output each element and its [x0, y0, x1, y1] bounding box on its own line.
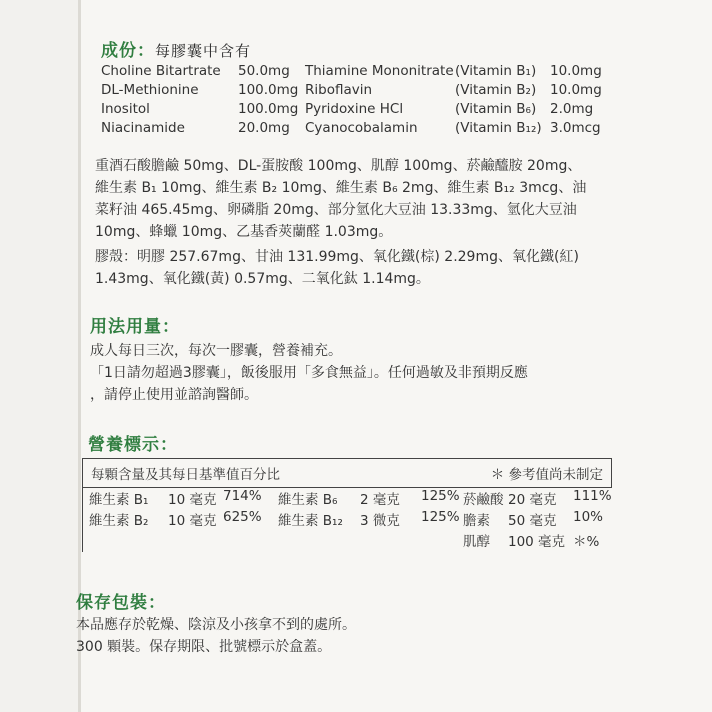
ingredient-amt2: 3.0mcg — [550, 120, 601, 136]
ingredient-vit: (Vitamin B₂) — [455, 82, 537, 98]
ingredient-amt2: 10.0mg — [550, 82, 602, 98]
usage-text — [90, 340, 528, 406]
nutrient-amount: 50 毫克 — [508, 513, 557, 529]
nutrient-name: 維生素 B₆ — [278, 492, 338, 508]
ingredient-amt1: 50.0mg — [238, 63, 290, 79]
ingredient-name2: Cyanocobalamin — [305, 120, 418, 136]
ingredient-line: 10mg、蜂蠟 10mg、乙基香莢蘭醛 1.03mg。 — [95, 224, 393, 240]
ingredient-amt2: 2.0mg — [550, 101, 594, 117]
ingredient-name1: Niacinamide — [101, 120, 185, 136]
usage-line: 「1日請勿超過3膠囊」，飯後服用「多食無益」。任何過敏及非預期反應 — [90, 365, 528, 381]
nutrient-name: 維生素 B₁ — [89, 492, 149, 508]
storage-line: 300 顆裝。保存期限、批號標示於盒蓋。 — [76, 639, 332, 655]
nutrition-header-right: ＊ 參考值尚未制定 — [490, 467, 603, 483]
nutrient-amount: 3 微克 — [360, 513, 400, 529]
ingredient-vit: (Vitamin B₁) — [455, 63, 537, 79]
ingredient-name1: Inositol — [101, 101, 150, 117]
ingredient-vit: (Vitamin B₁₂) — [455, 120, 542, 136]
ingredient-name1: DL-Methionine — [101, 82, 199, 98]
nutrient-name: 菸鹼酸 — [463, 492, 504, 508]
nutrient-pct: ＊% — [573, 534, 600, 550]
ingredient-amt1: 100.0mg — [238, 82, 299, 98]
capsule-line: 1.43mg、氧化鐵(黃) 0.57mg、二氧化鈦 1.14mg。 — [95, 271, 430, 287]
usage-line: ，請停止使用並諮詢醫師。 — [90, 387, 258, 403]
nutrient-amount: 2 毫克 — [360, 492, 400, 508]
nutrient-amount: 10 毫克 — [168, 513, 217, 529]
ingredient-name1: Choline Bitartrate — [101, 63, 221, 79]
storage-text — [76, 614, 356, 658]
ingredient-vit: (Vitamin B₆) — [455, 101, 537, 117]
ingredients-chinese — [95, 155, 586, 243]
storage-heading: 保存包裝： — [76, 593, 166, 613]
nutrition-heading: 營養標示： — [88, 435, 178, 455]
usage-line: 成人每日三次，每次一膠囊，營養補充。 — [90, 343, 342, 359]
ingredients-subheading: 每膠囊中含有 — [155, 42, 252, 60]
nutrient-pct: 625% — [223, 509, 262, 525]
nutrient-pct: 111% — [573, 488, 612, 504]
nutrient-pct: 125% — [421, 509, 460, 525]
ingredient-line: 維生素 B₁ 10mg、維生素 B₂ 10mg、維生素 B₆ 2mg、維生素 B₁₂ 3mcg、油 — [95, 180, 587, 196]
ingredient-name2: Riboflavin — [305, 82, 373, 98]
nutrient-pct: 10% — [573, 509, 604, 525]
nutrient-name: 膽素 — [463, 513, 490, 529]
ingredient-amt2: 10.0mg — [550, 63, 602, 79]
ingredient-amt1: 20.0mg — [238, 120, 290, 136]
nutrient-name: 維生素 B₁₂ — [278, 513, 343, 529]
ingredient-line: 重酒石酸膽鹼 50mg、DL-蛋胺酸 100mg、肌醇 100mg、菸鹼醯胺 20mg、 — [95, 158, 582, 174]
nutrient-amount: 10 毫克 — [168, 492, 217, 508]
capsule-shell-text — [95, 246, 579, 290]
capsule-line: 膠殼：明膠 257.67mg、甘油 131.99mg、氧化鐵(棕) 2.29mg、氧化鐵(紅) — [95, 249, 579, 265]
nutrient-pct: 714% — [223, 488, 262, 504]
nutrient-pct: 125% — [421, 488, 460, 504]
nutrient-name: 維生素 B₂ — [89, 513, 149, 529]
ingredient-line: 菜籽油 465.45mg、卵磷脂 20mg、部分氫化大豆油 13.33mg、氫化大豆油 — [95, 202, 577, 218]
usage-heading: 用法用量： — [90, 317, 180, 337]
ingredients-heading: 成份：每膠囊中含有 — [101, 41, 252, 61]
nutrient-amount: 20 毫克 — [508, 492, 557, 508]
ingredient-name2: Thiamine Mononitrate — [305, 63, 454, 79]
storage-line: 本品應存於乾燥、陰涼及小孩拿不到的處所。 — [76, 617, 356, 633]
nutrition-header-left: 每顆含量及其每日基準值百分比 — [91, 467, 280, 483]
ingredient-name2: Pyridoxine HCl — [305, 101, 404, 117]
nutrition-table-body — [82, 484, 613, 552]
nutrient-amount: 100 毫克 — [508, 534, 566, 550]
ingredient-amt1: 100.0mg — [238, 101, 299, 117]
nutrient-name: 肌醇 — [463, 534, 490, 550]
